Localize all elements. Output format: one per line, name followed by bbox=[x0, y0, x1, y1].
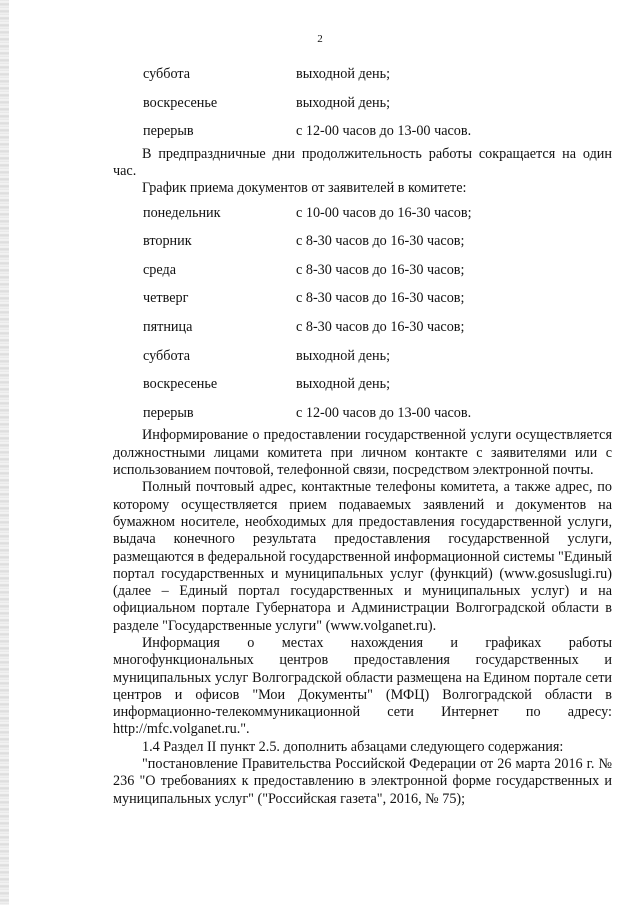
pre-holiday-note: В предпраздничные дни продолжительность работы сокращается на один час. bbox=[113, 145, 612, 180]
schedule-row bbox=[113, 93, 612, 122]
page-number: 2 bbox=[317, 33, 323, 45]
reception-schedule bbox=[113, 203, 612, 432]
schedule-day: среда bbox=[143, 261, 177, 278]
address-paragraph: Полный почтовый адрес, контактные телефоны комитета, а также адрес, по которому осуществляется прием подаваемых заявлений и документов на бумажном носителе, необходимых для предоставления государственной услуги, выдача конечного результата предоставления государственной услуги, размещаются в федеральной государственной информационной системы "Единый портал государственных и муниципальных услуг (функций) (www.gosuslugi.ru) (далее – Единый портал государственных и муниципальных услуг) и на официальном портале Губернатора и Администрации Волгоградской области в разделе "Государственные услуги" (www.volganet.ru). bbox=[113, 479, 613, 634]
schedule-time: выходной день; bbox=[296, 66, 391, 82]
schedule-time: с 8-30 часов до 16-30 часов; bbox=[296, 261, 465, 278]
mfc-paragraph: Информация о местах нахождения и графиках работы многофункциональных центров предоставления государственных и муниципальных услуг Волгоградской области размещена на Едином портале сети центров и офисов "Мои Документы" (МФЦ) Волгоградской области в информационно-телекоммуникационной сети Интернет по адресу: http://mfc.volganet.ru.". bbox=[113, 634, 612, 738]
document-body bbox=[113, 64, 612, 808]
office-schedule-tail bbox=[113, 64, 612, 150]
schedule-day: суббота bbox=[143, 347, 191, 364]
schedule-row bbox=[113, 260, 612, 289]
schedule-time: с 12-00 часов до 13-00 часов. bbox=[296, 123, 472, 140]
schedule-time: с 10-00 часов до 16-30 часов; bbox=[296, 204, 472, 221]
schedule-row bbox=[113, 203, 612, 232]
schedule-time: выходной день; bbox=[296, 94, 391, 111]
schedule-day: перерыв bbox=[143, 404, 194, 421]
schedule-row bbox=[113, 403, 612, 432]
schedule-day: воскресенье bbox=[143, 94, 218, 111]
schedule-row bbox=[113, 317, 612, 346]
schedule-time: выходной день; bbox=[296, 376, 391, 393]
schedule-row bbox=[113, 374, 612, 403]
schedule-day: вторник bbox=[143, 233, 192, 250]
schedule-day: воскресенье bbox=[143, 376, 218, 393]
schedule-row bbox=[113, 346, 612, 375]
amendment-heading: 1.4 Раздел II пункт 2.5. дополнить абзацами следующего содержания: bbox=[142, 738, 564, 755]
scan-edge bbox=[0, 0, 9, 905]
schedule-row bbox=[113, 121, 612, 150]
schedule-time: выходной день; bbox=[296, 347, 391, 364]
schedule-day: суббота bbox=[143, 66, 191, 82]
schedule-day: четверг bbox=[143, 290, 189, 307]
decree-paragraph: "постановление Правительства Российской Федерации от 26 марта 2016 г. № 236 "О требованиях к предоставлению в электронной форме государственных и муниципальных услуг" ("Российская газета", 2016, № 75); bbox=[113, 756, 612, 807]
schedule-row bbox=[113, 288, 612, 317]
schedule-time: с 8-30 часов до 16-30 часов; bbox=[296, 319, 465, 336]
schedule-row bbox=[113, 64, 612, 93]
schedule-time: с 8-30 часов до 16-30 часов; bbox=[296, 233, 465, 250]
reception-heading: График приема документов от заявителей в комитете: bbox=[142, 180, 467, 197]
schedule-day: понедельник bbox=[143, 204, 221, 221]
schedule-time: с 8-30 часов до 16-30 часов; bbox=[296, 290, 465, 307]
schedule-row bbox=[113, 231, 612, 260]
informing-paragraph: Информирование о предоставлении государственной услуги осуществляется должностными лицами комитета при личном контакте с заявителями или с использованием почтовой, телефонной связи, посредством электронной почты. bbox=[113, 427, 612, 479]
schedule-day: пятница bbox=[143, 319, 193, 336]
schedule-time: с 12-00 часов до 13-00 часов. bbox=[296, 404, 472, 421]
schedule-day: перерыв bbox=[143, 123, 194, 140]
